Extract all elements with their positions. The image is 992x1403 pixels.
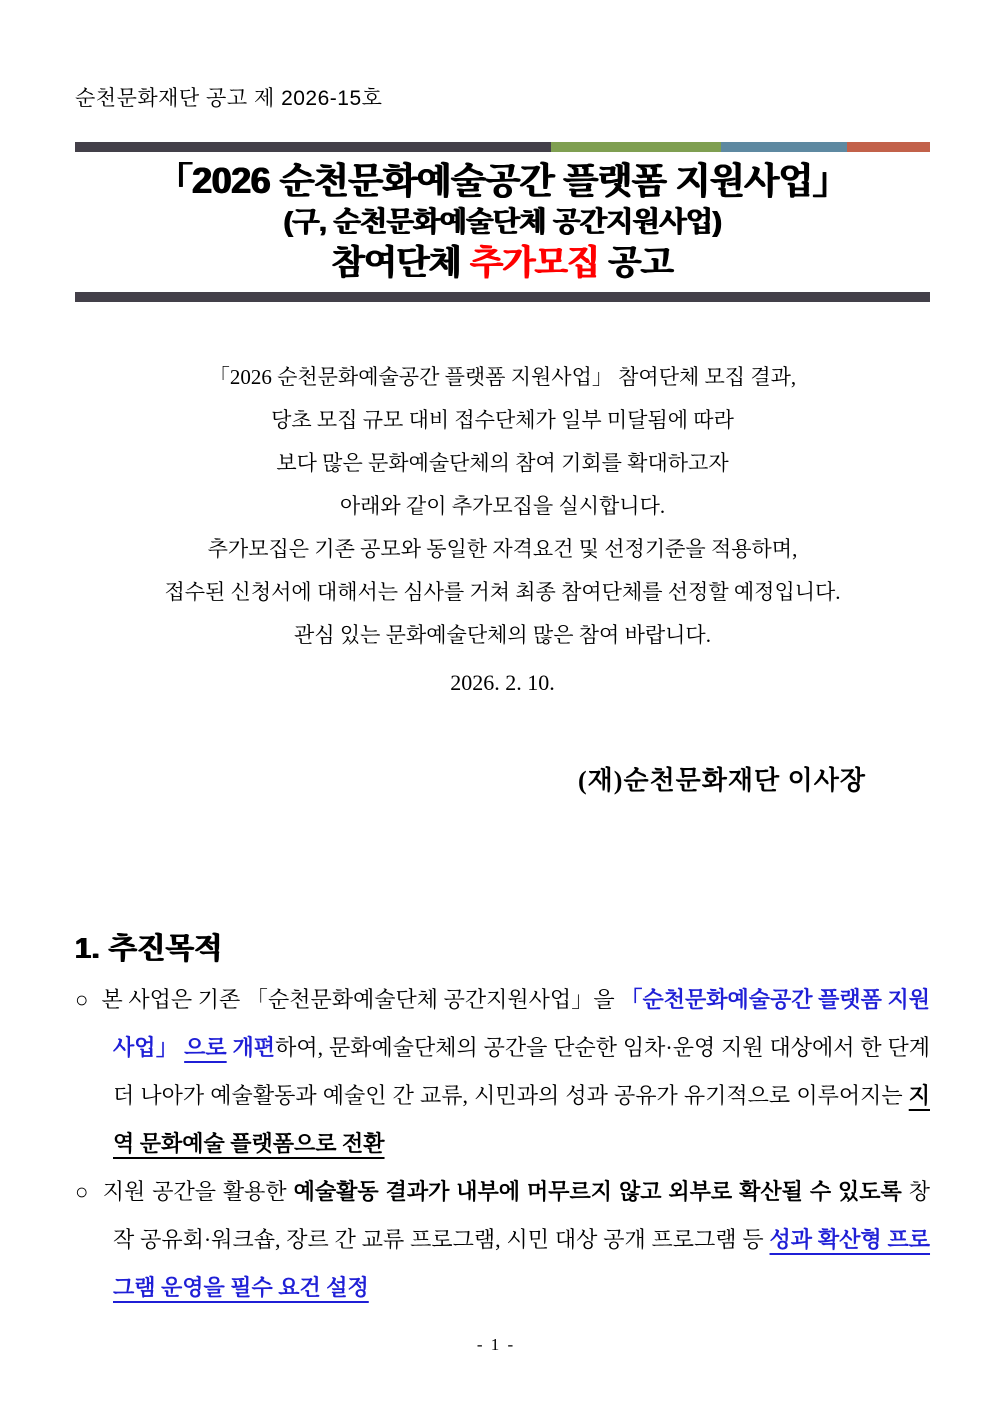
bullet1-text-blue-underline: 으로 <box>184 1035 227 1060</box>
page-number: - 1 - <box>476 1335 516 1354</box>
bullet-marker: ○ <box>75 1179 90 1204</box>
intro-line: 당초 모집 규모 대비 접수단체가 일부 미달됨에 따라 <box>271 408 734 432</box>
intro-line: 아래와 같이 추가모집을 실시합니다. <box>339 494 666 518</box>
bullet2-text-bold: 예술활동 결과가 내부에 머무르지 않고 외부로 확산될 수 있도록 <box>293 1179 902 1204</box>
announcement-date: 2026. 2. 10. <box>450 670 555 695</box>
bullet2-text-blue-underline: 성과 확산형 프로그램 운영을 필수 요건 설정 <box>113 1227 931 1300</box>
title-line3-suffix: 공고 <box>599 244 674 282</box>
bullet1-text-normal: 본 사업은 기존 「순천문화예술단체 공간지원사업」을 <box>101 987 621 1012</box>
document-title-line3 <box>75 243 930 283</box>
intro-paragraph <box>75 356 930 657</box>
bullet2-text-normal: 지원 공간을 활용한 <box>102 1179 294 1204</box>
bullet1-text-blue-emphasis: 개편 <box>226 1035 276 1060</box>
bullet-marker: ○ <box>75 987 89 1012</box>
intro-line: 보다 많은 문화예술단체의 참여 기회를 확대하고자 <box>276 451 729 475</box>
bullet-item-2 <box>75 1168 930 1312</box>
accent-bar-blue-segment <box>721 142 847 152</box>
accent-bar-red-segment <box>847 142 930 152</box>
title-line3-highlight: 추가모집 <box>470 244 600 282</box>
doc-number: 순천문화재단 공고 제 2026-15호 <box>75 87 383 110</box>
intro-line: 「2026 순천문화예술공간 플랫폼 지원사업」 참여단체 모집 결과, <box>208 365 797 389</box>
document-title-line2: (구, 순천문화예술단체 공간지원사업) <box>283 206 722 237</box>
signature-line: (재)순천문화재단 이사장 <box>578 766 866 795</box>
bullet1-text-blue-emphasis: 「순천문화예술공간 플랫폼 지원사업」 <box>113 987 931 1060</box>
bullet2-text-normal: 창작 공유회·워크숍, 장르 간 교류 프로그램, 시민 대상 공개 프로그램 등 <box>113 1179 930 1252</box>
bullet-item-1 <box>75 976 930 1168</box>
accent-bar-dark-segment <box>75 142 551 152</box>
title-line3-prefix: 참여단체 <box>331 244 471 282</box>
title-bottom-divider-bar <box>75 292 930 302</box>
document-content <box>75 82 930 1312</box>
accent-bar-green-segment <box>551 142 721 152</box>
intro-line: 접수된 신청서에 대해서는 심사를 거쳐 최종 참여단체를 선정할 예정입니다. <box>164 580 841 604</box>
title-top-accent-bar <box>75 142 930 152</box>
intro-line: 추가모집은 기존 공모와 동일한 자격요건 및 선정기준을 적용하며, <box>207 537 798 561</box>
intro-line: 관심 있는 문화예술단체의 많은 참여 바랍니다. <box>294 623 711 647</box>
bullet1-text-normal: 하여, 문화예술단체의 공간을 단순한 임차·운영 지원 대상에서 한 단계 더 나아가 예술활동과 예술인 간 교류, 시민과의 성과 공유가 유기적으로 이루어지는 <box>113 1035 930 1108</box>
document-title-line1: 「2026 순천문화예술공간 플랫폼 지원사업」 <box>156 160 849 201</box>
section1-bullet-list <box>75 976 930 1312</box>
bullet1-text-bold-underline: 지역 문화예술 플랫폼으로 전환 <box>113 1083 930 1156</box>
section1-heading: 1. 추진목적 <box>75 933 223 965</box>
